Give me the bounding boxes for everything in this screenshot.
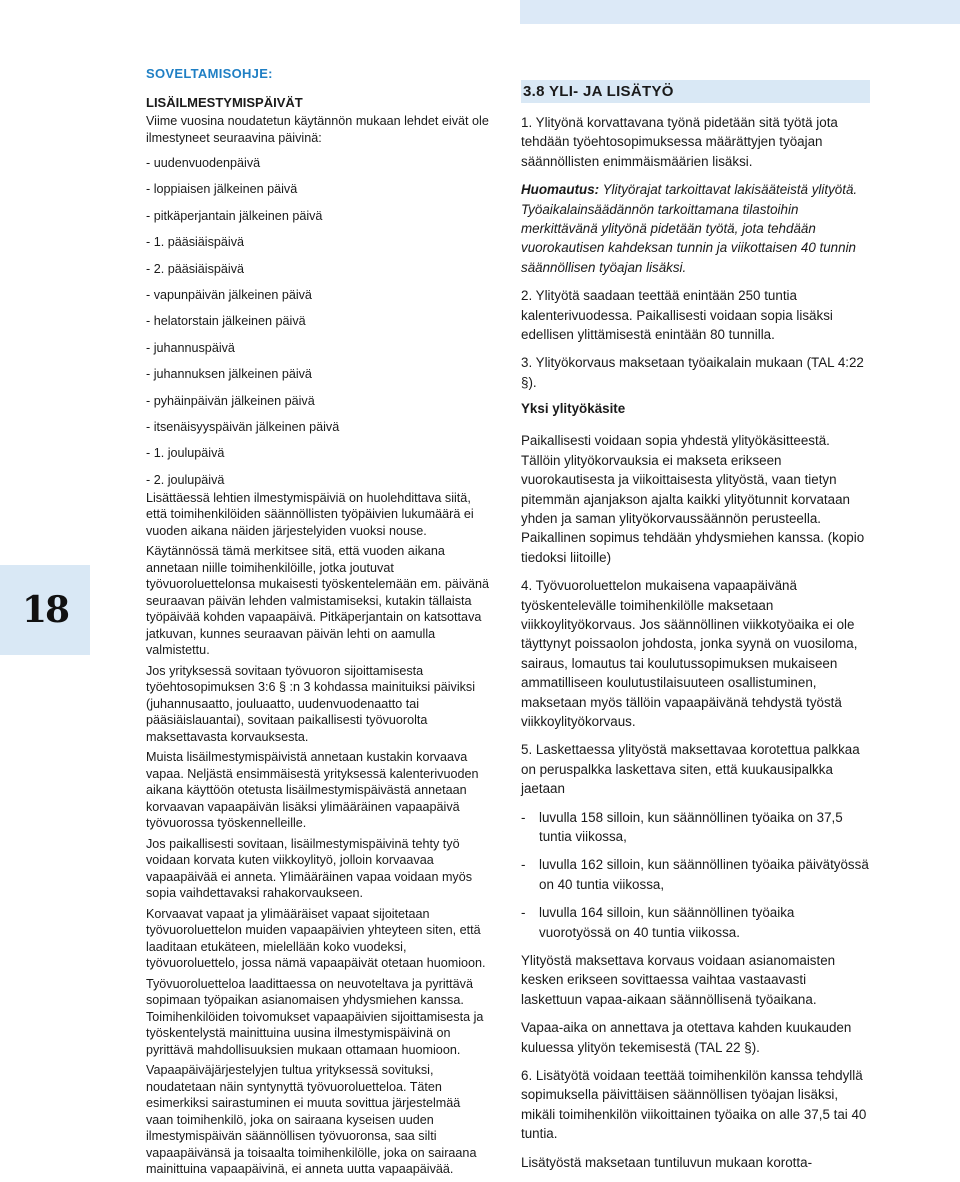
section-heading: LISÄILMESTYMISPÄIVÄT xyxy=(146,95,303,110)
dash-mark: - xyxy=(521,857,526,873)
note-label: Huomautus: xyxy=(521,182,600,198)
list-item: - itsenäisyyspäivän jälkeinen päivä xyxy=(146,419,340,434)
paragraph-6: 6. Lisätyötä voidaan teettää toimihenkilön kanssa tehdyllä sopimuksella päivittäisen säännöllisen työajan lisäksi, mikäli toimihenkilön viikoittainen työaika on alle 37,5 tai 40 tuntia. xyxy=(521,1068,867,1142)
list-item: - 2. joulupäivä xyxy=(146,472,225,487)
body-paragraph: Työvuoroluetteloa laadittaessa on neuvoteltava ja pyrittävä sopimaan työpaikan asianomaisen yhdysmiehen kanssa. Toimihenkilöiden toivomukset vapaapäivien sijoittamisesta ja työskentelystä mainittuina uusina ilmestymispäivinä on pyrittävä mahdollisuuksien mukaan ottamaan huomioon. xyxy=(146,976,484,1057)
list-item: - juhannuksen jälkeinen päivä xyxy=(146,367,312,382)
soveltamisohje-label: SOVELTAMISOHJE: xyxy=(146,66,273,81)
intro-paragraph: Viime vuosina noudatetun käytännön mukaan lehdet eivät ole ilmestyneet seuraavina päivinä: xyxy=(146,114,489,145)
list-item xyxy=(521,903,870,942)
paragraph-korvaus: Ylityöstä maksettava korvaus voidaan asianomaisten kesken erikseen sovittaessa vaihtaa vastaavasti laskettuun vapaa-aikaan säännöllisenä työaikana. xyxy=(521,953,836,1007)
list-item xyxy=(521,855,870,894)
list-item-text: luvulla 158 silloin, kun säännöllinen työaika on 37,5 tuntia viikossa, xyxy=(539,809,843,844)
list-item: - 1. joulupäivä xyxy=(146,446,225,461)
note-paragraph xyxy=(521,180,870,277)
left-column xyxy=(146,60,491,1182)
subheading-yksi-ylitokasite: Yksi ylityökäsite xyxy=(521,401,626,417)
page-number: 18 xyxy=(21,589,69,631)
list-item: - vapunpäivän jälkeinen päivä xyxy=(146,287,312,302)
holiday-list xyxy=(146,155,491,490)
body-paragraph: Lisättäessä lehtien ilmestymispäiviä on huolehdittava siitä, että toimihenkilöiden säännöllisten työpäivien lukumäärä ei vuoden aikana näiden järjestelyiden vuoksi nouse. xyxy=(146,490,474,538)
body-paragraph: Vapaapäiväjärjestelyjen tultua yrityksessä sovituksi, noudatetaan näin syntynyttä työvuoroluetteloa. Täten esimerkiksi sairastuminen ei muuta sovittua järjestelmää vaan toimihenkilö, joka on sairaana kyseisen uuden ilmestymispäivän säännöllisen työvuoronsa, saa silti vapaapäivänsä ja toisaalta toimihenkilölle, joka on sairaana mainittuina vapaapäivinä, ei anneta uutta vapaapäivää. xyxy=(146,1063,477,1177)
paragraph-4: 4. Työvuoroluettelon mukaisena vapaapäivänä työskentelevälle toimihenkilölle maksetaan viikkoylityökorvaus. Jos säännöllinen viikkotyöaika ei ole täyttynyt poissaolon johdosta, jonka syynä on vuosiloma, sairaus, lomautus tai koulutussopimuksen mukaiseen ammatilliseen koulutustilaisuuteen osallistuminen, maksetaan myös tällöin vapaapäivänä tehdystä työstä viikkoylityökorvaus. xyxy=(521,578,858,729)
list-item: - pitkäperjantain jälkeinen päivä xyxy=(146,208,323,223)
list-item: - loppiaisen jälkeinen päivä xyxy=(146,182,298,197)
list-item: - uudenvuodenpäivä xyxy=(146,156,261,170)
list-item: - juhannuspäivä xyxy=(146,340,235,355)
body-paragraph: Korvaavat vapaat ja ylimääräiset vapaat sijoitetaan työvuoroluettelon muiden vapaapäivien yhteyteen siten, että laaditaan etukäteen, mielellään koko vuodeksi, työvuoroluettelo, jossa nämä vapaapäivät otetaan huomioon. xyxy=(146,906,486,971)
list-item xyxy=(521,808,870,847)
list-item-text: luvulla 164 silloin, kun säännöllinen työaika vuorotyössä on 40 tuntia viikossa. xyxy=(539,905,795,940)
list-item: - helatorstain jälkeinen päivä xyxy=(146,314,306,329)
paragraph-5: 5. Laskettaessa ylityöstä maksettavaa korotettua palkkaa on peruspalkka laskettava siten, että kuukausipalkka jaetaan xyxy=(521,742,860,797)
right-column xyxy=(521,80,870,1181)
body-paragraph: Jos paikallisesti sovitaan, lisäilmestymispäivinä tehty työ voidaan korvata kuten viikkoylityö, jolloin korvaavaa vapaapäivää ei anneta. Ylimääräinen vapaa voidaan myös sopia vaihdettavaksi rahakorvaukseen. xyxy=(146,836,473,901)
note-text: Ylityörajat tarkoittavat lakisääteistä ylityötä. Työaikalainsäädännön tarkoittamana tilastoihin merkittävänä ylityönä pidetään työtä, jota tehdään vuorokautisen kahdeksan tunnin ja viikottaisen 40 tunnin säännöllisen työajan lisäksi. xyxy=(521,182,858,275)
paragraph-1: 1. Ylityönä korvattavana työnä pidetään sitä työtä jota tehdään työehtosopimuksessa määrättyjen työajan säännöllisten enimmäismäärien lisäksi. xyxy=(521,115,838,169)
page-number-tab xyxy=(0,565,90,655)
list-item: - 2. pääsiäispäivä xyxy=(146,261,245,276)
paragraph-last: Lisätyöstä maksetaan tuntiluvun mukaan korotta- xyxy=(521,1154,813,1170)
dash-mark: - xyxy=(521,905,526,921)
body-paragraph: Muista lisäilmestymispäivistä annetaan kustakin korvaava vapaa. Neljästä ensimmäisestä yrityksessä kalenterivuoden aikana käyttöön otetusta lisäilmestymispäivästä annetaan korvaavan vapaapäivän lisäksi ylimääräinen vapaapäivä työvuorossa työskennelleille. xyxy=(146,750,479,831)
list-item-text: luvulla 162 silloin, kun säännöllinen työaika päivätyössä on 40 tuntia viikossa, xyxy=(539,857,869,892)
paragraph-3: 3. Ylityökorvaus maksetaan työaikalain mukaan (TAL 4:22 §). xyxy=(521,355,864,390)
paragraph-vapaa-aika: Vapaa-aika on annettava ja otettava kahden kuukauden kuluessa ylityön tekemisestä (TAL 22 §). xyxy=(521,1020,852,1055)
paragraph-yksi: Paikallisesti voidaan sopia yhdestä ylityökäsitteestä. Tällöin ylityökorvauksia ei makseta erikseen vuorokautisesta ja viikoittaisesta ylityöstä, vaan tietyn pitemmän ajanjakson ajalta kaikki ylityötunnit korvataan yhden ja saman ylityökorvaussäännön perusteella. Paikallinen sopimus tehdään yhdysmiehen kanssa. (kopio tiedoksi liitoille) xyxy=(521,433,865,565)
list-item: - pyhäinpäivän jälkeinen päivä xyxy=(146,393,315,408)
body-paragraph: Jos yrityksessä sovitaan työvuoron sijoittamisesta työehtosopimuksen 3:6 § :n 3 kohdassa mainituiksi päiviksi (juhannusaatto, jouluaatto, uudenvuodenaatto tai pääsiäislauantai), sovitaan paikallisesti työvuorolta maksettavasta korvauksesta. xyxy=(146,663,476,744)
body-paragraph: Käytännössä tämä merkitsee sitä, että vuoden aikana annetaan niille toimihenkilöille, jotka joutuvat työvuoroluettelonsa mukaisesti työskentelemään em. päivänä seuraavan päivän lehden valmistamiseksi, kutakin tällaista työpäivää kohden vapaapäivä. Pitkäperjantain on katsottava jatkuvan, kunnes seuraavan päivän lehti on aamulla valmistettu. xyxy=(146,544,490,658)
paragraph-2: 2. Ylityötä saadaan teettää enintään 250 tuntia kalenterivuodessa. Paikallisesti voidaan sopia lisäksi edellisen ylittämisestä enintään 80 tunnilla. xyxy=(521,288,833,343)
section-heading-yli-ja-lisatyo: 3.8 YLI- JA LISÄTYÖ xyxy=(521,80,870,103)
header-band xyxy=(520,0,960,24)
list-item: - 1. pääsiäispäivä xyxy=(146,235,245,250)
dash-mark: - xyxy=(521,809,526,825)
